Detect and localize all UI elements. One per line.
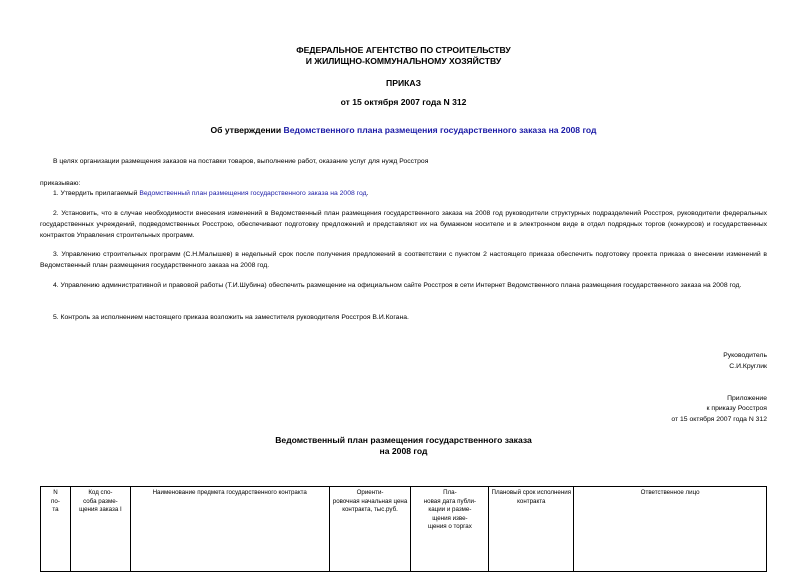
agency-name-line2: И ЖИЛИЩНО-КОММУНАЛЬНОМУ ХОЗЯЙСТВУ xyxy=(305,56,502,66)
col-publication-date: Пла- новая дата публи- кации и разме- щения изве- щения о торгах xyxy=(411,487,489,572)
item-1-prefix: 1. Утвердить прилагаемый xyxy=(53,190,140,197)
subject-prefix: Об утверждении xyxy=(210,125,284,135)
order-word: приказываю: xyxy=(40,180,81,187)
appendix-date: от 15 октября 2007 года N 312 xyxy=(671,416,767,423)
col-number: N по- та xyxy=(41,487,71,572)
item-1 xyxy=(40,188,767,199)
item-1-link[interactable]: Ведомственный план размещения государственного заказа на 2008 год xyxy=(139,190,367,197)
plan-title-line2: на 2008 год xyxy=(379,446,428,456)
appendix-ref: к приказу Росстроя xyxy=(706,405,767,412)
intro-paragraph: В целях организации размещения заказов на поставки товаров, выполнение работ, оказание услуг для нужд Росстроя xyxy=(53,158,429,165)
item-1-suffix: . xyxy=(366,190,369,197)
table-header-row xyxy=(41,487,767,572)
subject-link[interactable]: Ведомственного плана размещения государственного заказа на 2008 год xyxy=(283,125,597,135)
item-3: 3. Управлению строительных программ (С.Н.Малышев) в недельный срок после получения предложений в соответствии с пунктом 2 настоящего приказа обеспечить подготовку проекта приказа о внесении изменений в Ведомственный план размещения государственного заказа на 2008 год. xyxy=(40,251,767,269)
signature-position: Руководитель xyxy=(723,352,767,359)
agency-name-line1: ФЕДЕРАЛЬНОЕ АГЕНТСТВО ПО СТРОИТЕЛЬСТВУ xyxy=(296,45,511,55)
col-responsible-person: Ответственное лицо xyxy=(574,487,767,572)
document-type: ПРИКАЗ xyxy=(386,78,421,88)
appendix-label: Приложение xyxy=(727,395,767,402)
col-execution-term: Плановый срок исполнения контракта xyxy=(489,487,574,572)
plan-title-line1: Ведомственный план размещения государственного заказа xyxy=(275,435,532,445)
document-date: от 15 октября 2007 года N 312 xyxy=(340,97,467,107)
item-2: 2. Установить, что в случае необходимости внесения изменений в Ведомственный план размещения государственного заказа на 2008 год руководители структурных подразделений Росстроя, руководители федеральных государственных учреждений, подведомственных Росстрою, обеспечивают подготовку предложений и представляют их на бумажном носителе и в электронном виде в отдел подрядных торгов (конкурсов) и государственных контрактов Управления строительных программ. xyxy=(40,210,767,239)
signature-name: С.И.Круглик xyxy=(729,363,767,370)
col-contract-subject: Наименование предмета государственного контракта xyxy=(130,487,329,572)
col-placement-code: Код спо- соба разме- щения заказа I xyxy=(70,487,130,572)
item-4: 4. Управлению административной и правовой работы (Т.И.Шубина) обеспечить размещение на официальном сайте Росстроя в сети Интернет Ведомственного плана размещения государственного заказа на 2008 год. xyxy=(53,282,742,289)
plan-table xyxy=(40,486,767,572)
item-5: 5. Контроль за исполнением настоящего приказа возложить на заместителя руководителя Росстроя В.И.Когана. xyxy=(53,314,409,321)
col-initial-price: Ориенти- ровочная начальная цена контракта, тыс.руб. xyxy=(329,487,411,572)
document-subject xyxy=(0,125,807,136)
